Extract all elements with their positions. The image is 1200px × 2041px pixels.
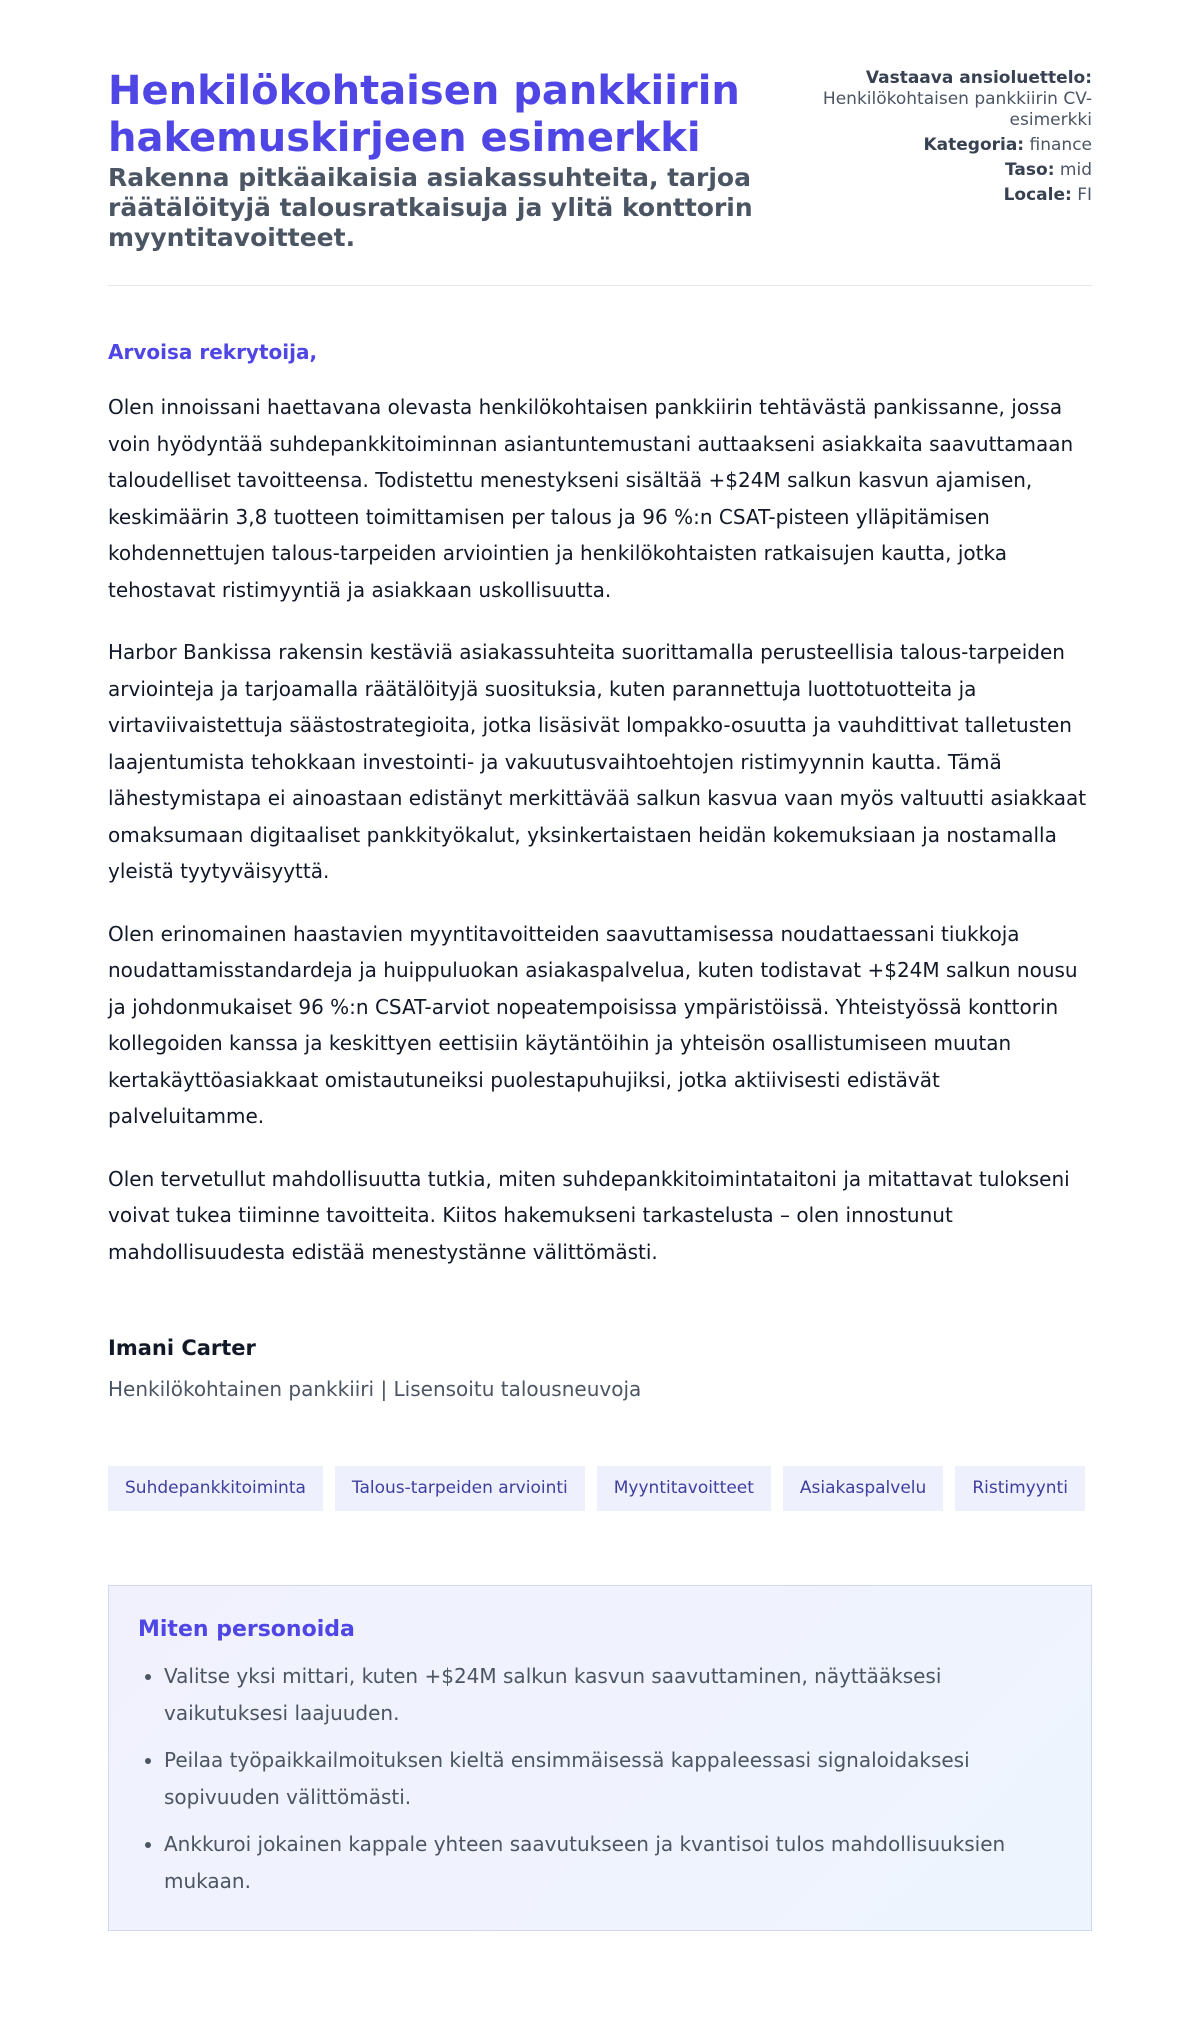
letter-greeting: Arvoisa rekrytoija, — [108, 340, 318, 364]
meta-locale-label: Locale: — [1003, 185, 1072, 205]
meta-resume-link[interactable]: Henkilökohtaisen pankkiirin CV-esimerkki — [822, 89, 1092, 130]
letter-paragraph-1: Olen innoissani haettavana olevasta henkilökohtaisen pankkiirin tehtävästä pankissanne, jossa voin hyödyntää suhdepankkitoiminnan asiantuntemustani auttaakseni asiakkaita saavuttamaan taloudelliset tavoitteensa. Todistettu menestykseni sisältää +$24M salkun kasvun ajamisen, keskimäärin 3,8 tuotteen toimittamisen per talous ja 96 %:n CSAT-pisteen ylläpitämisen kohdennettujen talous-tarpeiden arviointien ja henkilökohtaisten ratkaisujen kautta, jotka tehostavat ristimyyntiä ja asiakkaan uskollisuutta. — [108, 395, 1074, 602]
tips-list — [138, 1658, 1062, 1900]
header-titles — [108, 68, 777, 253]
tips-item: • Valitse yksi mittari, kuten +$24M salkun kasvun saavuttaminen, näyttääksesi vaikutuksesi laajuuden. — [164, 1658, 1062, 1732]
page-header — [108, 68, 1092, 253]
tips-item: • Ankkuroi jokainen kappale yhteen saavutukseen ja kvantisoi tulos mahdollisuuksien mukaan. — [164, 1826, 1062, 1900]
tips-title: Miten personoida — [138, 1617, 355, 1642]
personalization-tips — [108, 1585, 1092, 1931]
meta-level-value: mid — [1059, 160, 1092, 180]
meta-resume-label: Vastaava ansioluettelo: — [865, 68, 1092, 88]
skill-tag: Ristimyynti — [955, 1466, 1085, 1511]
letter-paragraph-3: Olen erinomainen haastavien myyntitavoitteiden saavuttamisessa noudattaessani tiukkoja noudattamisstandardeja ja huippuluokan asiakaspalvelua, kuten todistavat +$24M salkun nousu ja johdonmukaiset 96 %:n CSAT-arviot nopeatempoisissa ympäristöissä. Yhteistyössä konttorin kollegoiden kanssa ja keskittyen eettisiin käytäntöihin ja yhteisön osallistumiseen muutan kertakäyttöasiakkaat omistautuneiksi puolestapuhujiksi, jotka aktiivisesti edistävät palveluitamme. — [108, 921, 1078, 1128]
letter-body — [108, 339, 1092, 1402]
page-subtitle: Rakenna pitkäaikaisia asiakassuhteita, tarjoa räätälöityjä talousratkaisuja ja ylitä konttorin myyntitavoitteet. — [108, 163, 753, 252]
signature-title: Henkilökohtainen pankkiiri | Lisensoitu talousneuvoja — [108, 1377, 642, 1401]
meta-category-label: Kategoria: — [923, 135, 1025, 155]
meta-related-resume — [777, 68, 1092, 131]
skill-tag: Myyntitavoitteet — [597, 1466, 771, 1511]
skill-tag: Suhdepankkitoiminta — [108, 1466, 323, 1511]
letter-paragraph-2: Harbor Bankissa rakensin kestäviä asiakassuhteita suorittamalla perusteellisia talous-tarpeiden arviointeja ja tarjoamalla räätälöityjä suosituksia, kuten parannettuja luottotuotteita ja virtaviivaistettuja säästostrategioita, jotka lisäsivät lompakko-osuutta ja vauhdittivat talletusten laajentumista tehokkaan investointi- ja vakuutusvaihtoehtojen ristimyynnin kautta. Tämä lähestymistapa ei ainoastaan edistänyt merkittävää salkun kasvua vaan myös valtuutti asiakkaat omaksumaan digitaaliset pankkityökalut, yksinkertaistaen heidän kokemuksiaan ja nostamalla yleistä tyytyväisyyttä. — [108, 640, 1087, 883]
skill-tag: Asiakaspalvelu — [783, 1466, 943, 1511]
skill-tag: Talous-tarpeiden arviointi — [335, 1466, 585, 1511]
meta-locale-value: FI — [1077, 185, 1092, 205]
meta-category-value: finance — [1029, 135, 1092, 155]
letter-paragraph-4: Olen tervetullut mahdollisuutta tutkia, miten suhdepankkitoimintataitoni ja mitattavat tulokseni voivat tukea tiiminne tavoitteita. Kiitos hakemukseni tarkastelusta – olen innostunut mahdollisuudesta edistää menestystänne välittömästi. — [108, 1166, 1070, 1264]
meta-level-label: Taso: — [1005, 160, 1055, 180]
header-divider — [108, 285, 1092, 286]
page-title: Henkilökohtaisen pankkiirin hakemuskirjeen esimerkki — [108, 68, 740, 161]
tips-item: • Peilaa työpaikkailmoituksen kieltä ensimmäisessä kappaleessasi signaloidaksesi sopivuuden välittömästi. — [164, 1742, 1062, 1816]
signature-name: Imani Carter — [108, 1336, 256, 1360]
meta-locale — [777, 185, 1092, 206]
meta-panel — [777, 68, 1092, 210]
skill-tags — [108, 1466, 1092, 1511]
meta-level — [777, 160, 1092, 181]
meta-category — [777, 135, 1092, 156]
